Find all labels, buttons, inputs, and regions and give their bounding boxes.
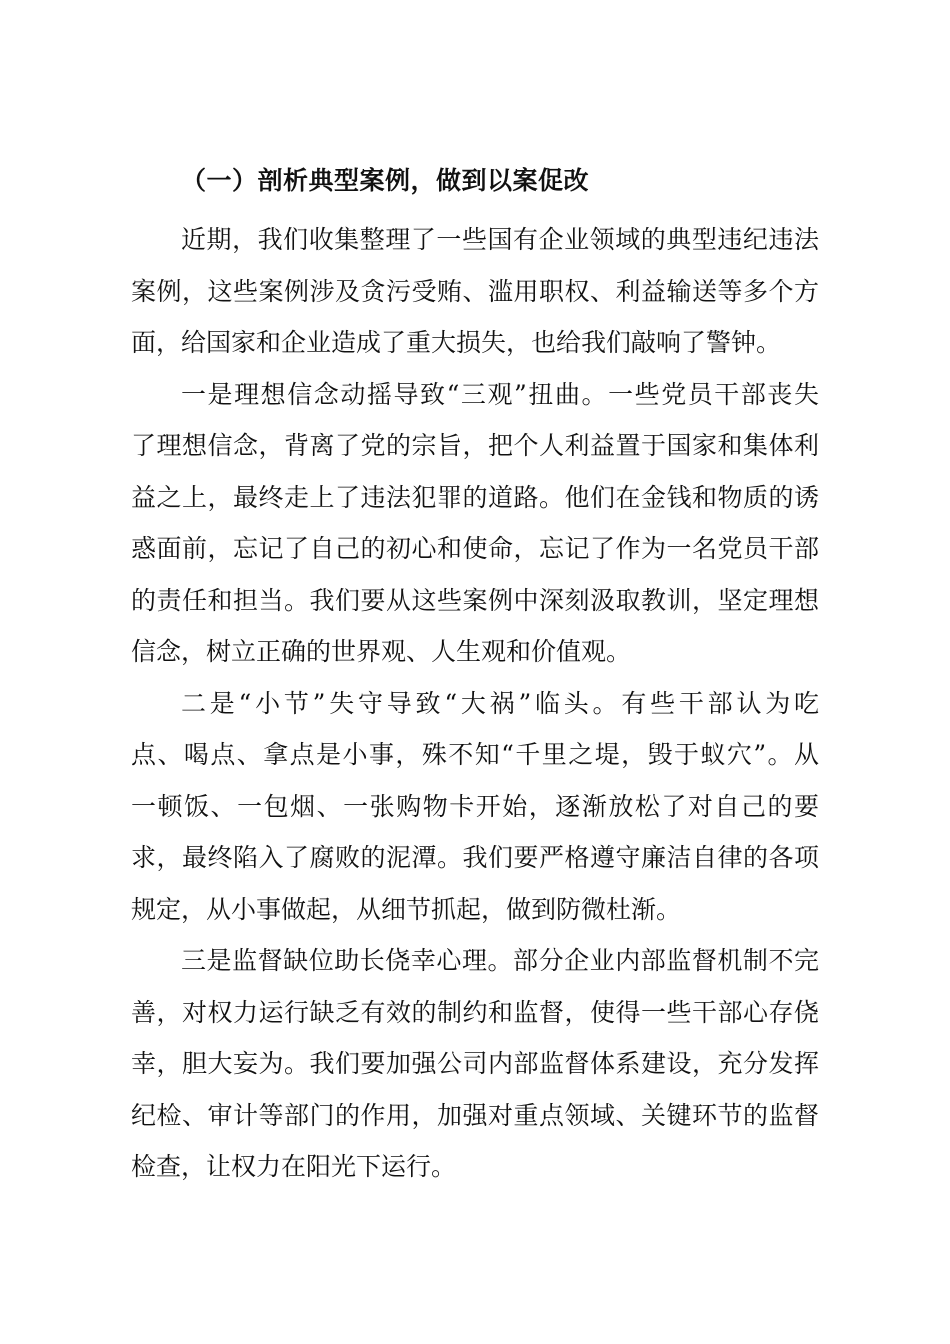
heading-spacer [131, 202, 819, 214]
paragraph-line: 的责任和担当。我们要从这些案例中深刻汲取教训，坚定理想 [131, 585, 819, 615]
paragraph-line: 三是监督缺位助长侥幸心理。部分企业内部监督机制不完 [181, 946, 819, 975]
paragraph-line: 案例，这些案例涉及贪污受贿、滥用职权、利益输送等多个方 [131, 276, 819, 306]
paragraph-line: 面，给国家和企业造成了重大损失，也给我们敲响了警钟。 [131, 328, 782, 357]
paragraph-line: 惑面前，忘记了自己的初心和使命，忘记了作为一名党员干部 [131, 534, 819, 563]
paragraph-line: 幸，胆大妄为。我们要加强公司内部监督体系建设，充分发挥 [131, 1049, 819, 1078]
paragraph-small-matters [131, 678, 819, 936]
paragraph-line: 信念，树立正确的世界观、人生观和价值观。 [131, 637, 632, 666]
paragraph-line: 点、喝点、拿点是小事，殊不知“千里之堤，毁于蚁穴”。从 [131, 740, 819, 769]
paragraph-line: 求，最终陷入了腐败的泥潭。我们要严格遵守廉洁自律的各项 [131, 843, 819, 872]
paragraph-line: 规定，从小事做起，从细节抓起，做到防微杜渐。 [131, 894, 682, 924]
paragraph-line: 二是“小节”失守导致“大祸”临头。有些干部认为吃 [181, 688, 819, 718]
paragraph-line: 益之上，最终走上了违法犯罪的道路。他们在金钱和物质的诱 [131, 482, 819, 512]
section-heading: （一）剖析典型案例，做到以案促改 [181, 166, 590, 195]
paragraph-line: 一是理想信念动摇导致“三观”扭曲。一些党员干部丧失 [181, 379, 819, 409]
paragraph-line: 纪检、审计等部门的作用，加强对重点领域、关键环节的监督 [131, 1100, 819, 1130]
paragraph-line: 一顿饭、一包烟、一张购物卡开始，逐渐放松了对自己的要 [131, 791, 819, 821]
paragraph-supervision [131, 935, 819, 1193]
paragraph-line: 了理想信念，背离了党的宗旨，把个人利益置于国家和集体利 [131, 431, 819, 460]
paragraph-ideals [131, 369, 819, 678]
paragraph-line: 近期，我们收集整理了一些国有企业领域的典型违纪违法 [181, 225, 819, 254]
paragraph-line: 检查，让权力在阳光下运行。 [131, 1152, 457, 1181]
paragraph-intro [131, 214, 819, 369]
paragraph-line: 善，对权力运行缺乏有效的制约和监督，使得一些干部心存侥 [131, 997, 819, 1027]
document-body [131, 160, 819, 1193]
